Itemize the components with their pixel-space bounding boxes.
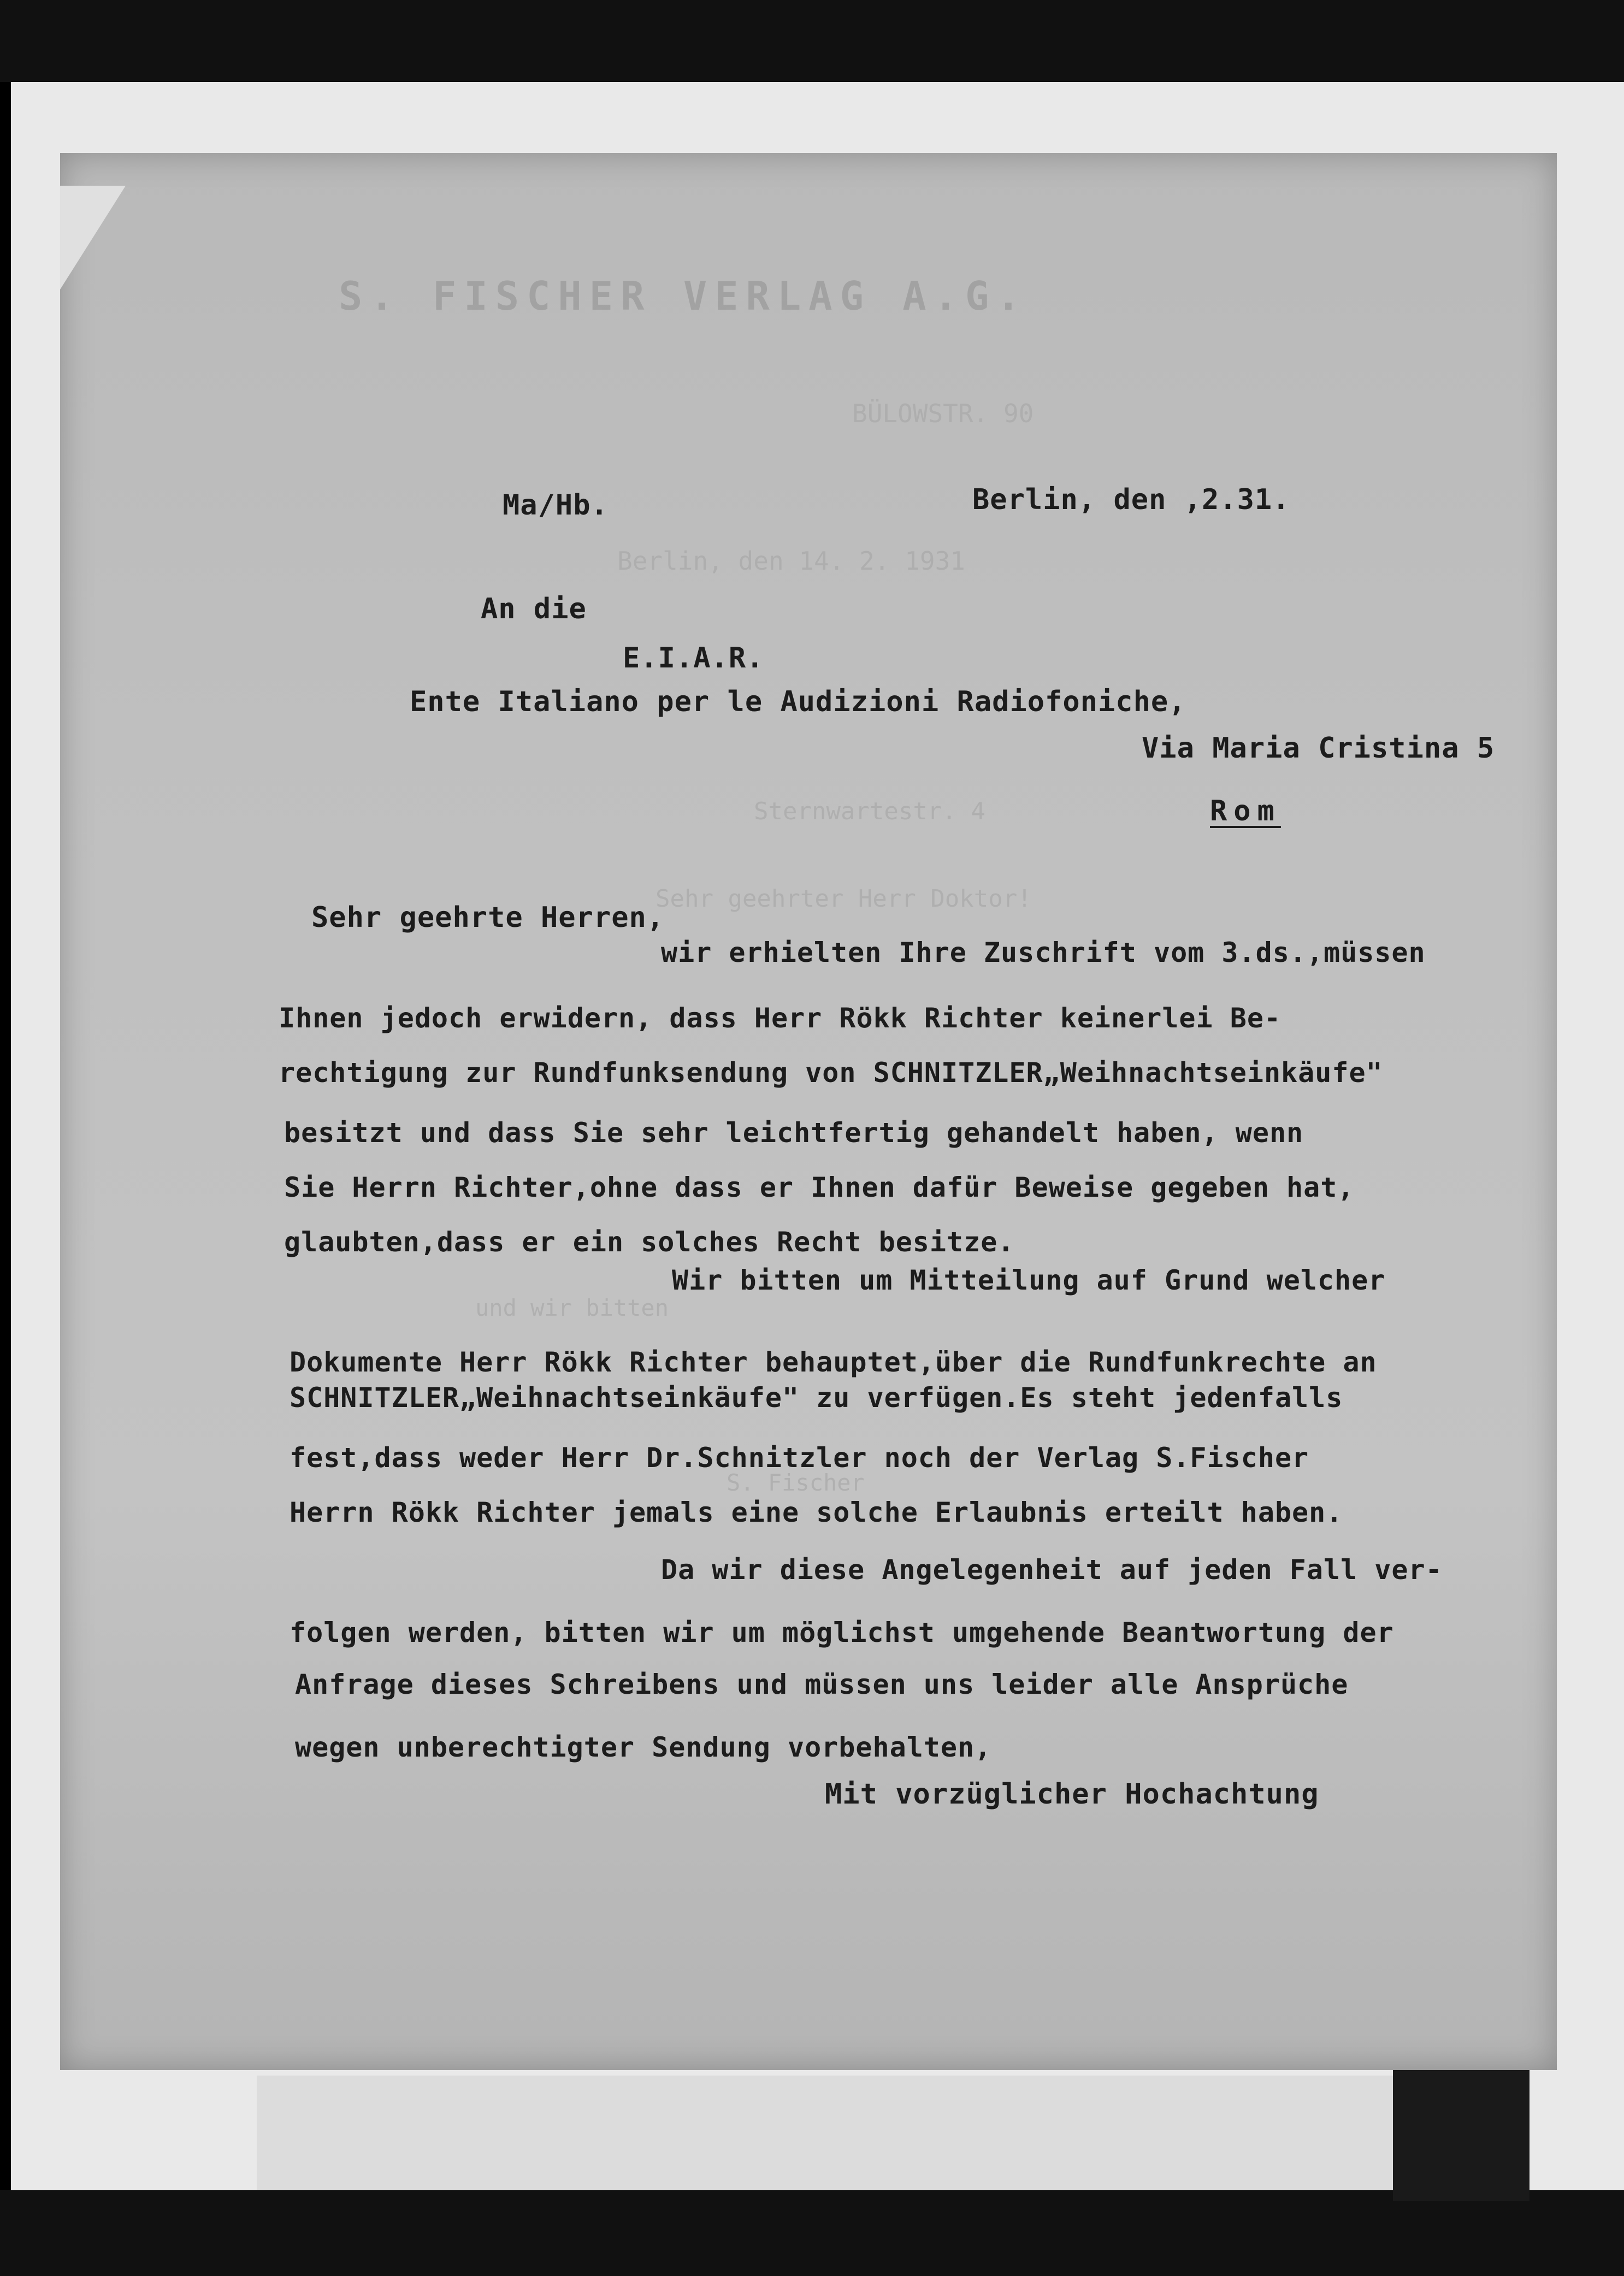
- bleed-address: BÜLOWSTR. 90: [852, 399, 1034, 428]
- body-line: Herrn Rökk Richter jemals eine solche Erlaubnis erteilt haben.: [290, 1497, 1343, 1528]
- body-line: wegen unberechtigter Sendung vorbehalten,: [295, 1731, 992, 1763]
- recipient-line-2: E.I.A.R.: [623, 642, 764, 675]
- body-line: wir erhielten Ihre Zuschrift vom 3.ds.,müssen: [661, 937, 1426, 968]
- reference-code: Ma/Hb.: [503, 489, 609, 522]
- place-date: Berlin, den ,2.31.: [972, 483, 1290, 516]
- body-line: Sie Herrn Richter,ohne dass er Ihnen dafür Beweise gegeben hat,: [284, 1172, 1355, 1203]
- backing-paper-bottom: [257, 2076, 1458, 2207]
- bleed-signature: S. Fischer: [727, 1469, 865, 1496]
- body-line: Dokumente Herr Rökk Richter behauptet,über die Rundfunkrechte an: [290, 1346, 1377, 1378]
- scan-border-bottom: [0, 2190, 1624, 2276]
- letter-sheet: [60, 153, 1557, 2070]
- scan-border-top: [0, 0, 1624, 82]
- body-line: fest,dass weder Herr Dr.Schnitzler noch der Verlag S.Fischer: [290, 1442, 1309, 1474]
- closing: Mit vorzüglicher Hochachtung: [825, 1778, 1319, 1811]
- body-line: Wir bitten um Mitteilung auf Grund welcher: [672, 1264, 1386, 1296]
- body-line: besitzt und dass Sie sehr leichtfertig gehandelt haben, wenn: [284, 1117, 1304, 1149]
- corner-fold: [60, 186, 126, 289]
- body-line: SCHNITZLER„Weihnachtseinkäufe" zu verfügen.Es steht jedenfalls: [290, 1382, 1343, 1414]
- body-line: glaubten,dass er ein solches Recht besitze.: [284, 1226, 1015, 1258]
- recipient-line-3: Ente Italiano per le Audizioni Radiofoniche,: [410, 685, 1186, 718]
- bleed-salutation: Sehr geehrter Herr Doktor!: [655, 885, 1032, 913]
- bleed-street: Sternwartestr. 4: [754, 797, 985, 825]
- bleed-letterhead: S. FISCHER VERLAG A.G.: [339, 273, 1028, 319]
- body-line: folgen werden, bitten wir um möglichst umgehende Beantwortung der: [290, 1617, 1394, 1648]
- salutation: Sehr geehrte Herren,: [311, 901, 665, 934]
- body-line: Ihnen jedoch erwidern, dass Herr Rökk Richter keinerlei Be-: [279, 1002, 1282, 1034]
- recipient-line-4: Via Maria Cristina 5: [1142, 732, 1495, 765]
- bleed-fragment: und wir bitten: [475, 1294, 669, 1321]
- body-line: Da wir diese Angelegenheit auf jeden Fall ver-: [661, 1554, 1443, 1586]
- body-line: Anfrage dieses Schreibens und müssen uns leider alle Ansprüche: [295, 1669, 1349, 1700]
- bleed-date-line: Berlin, den 14. 2. 1931: [617, 546, 965, 576]
- body-line: rechtigung zur Rundfunksendung von SCHNITZLER„Weihnachtseinkäufe": [279, 1057, 1383, 1089]
- recipient-line-5: Rom: [1210, 795, 1281, 827]
- recipient-line-1: An die: [481, 593, 587, 625]
